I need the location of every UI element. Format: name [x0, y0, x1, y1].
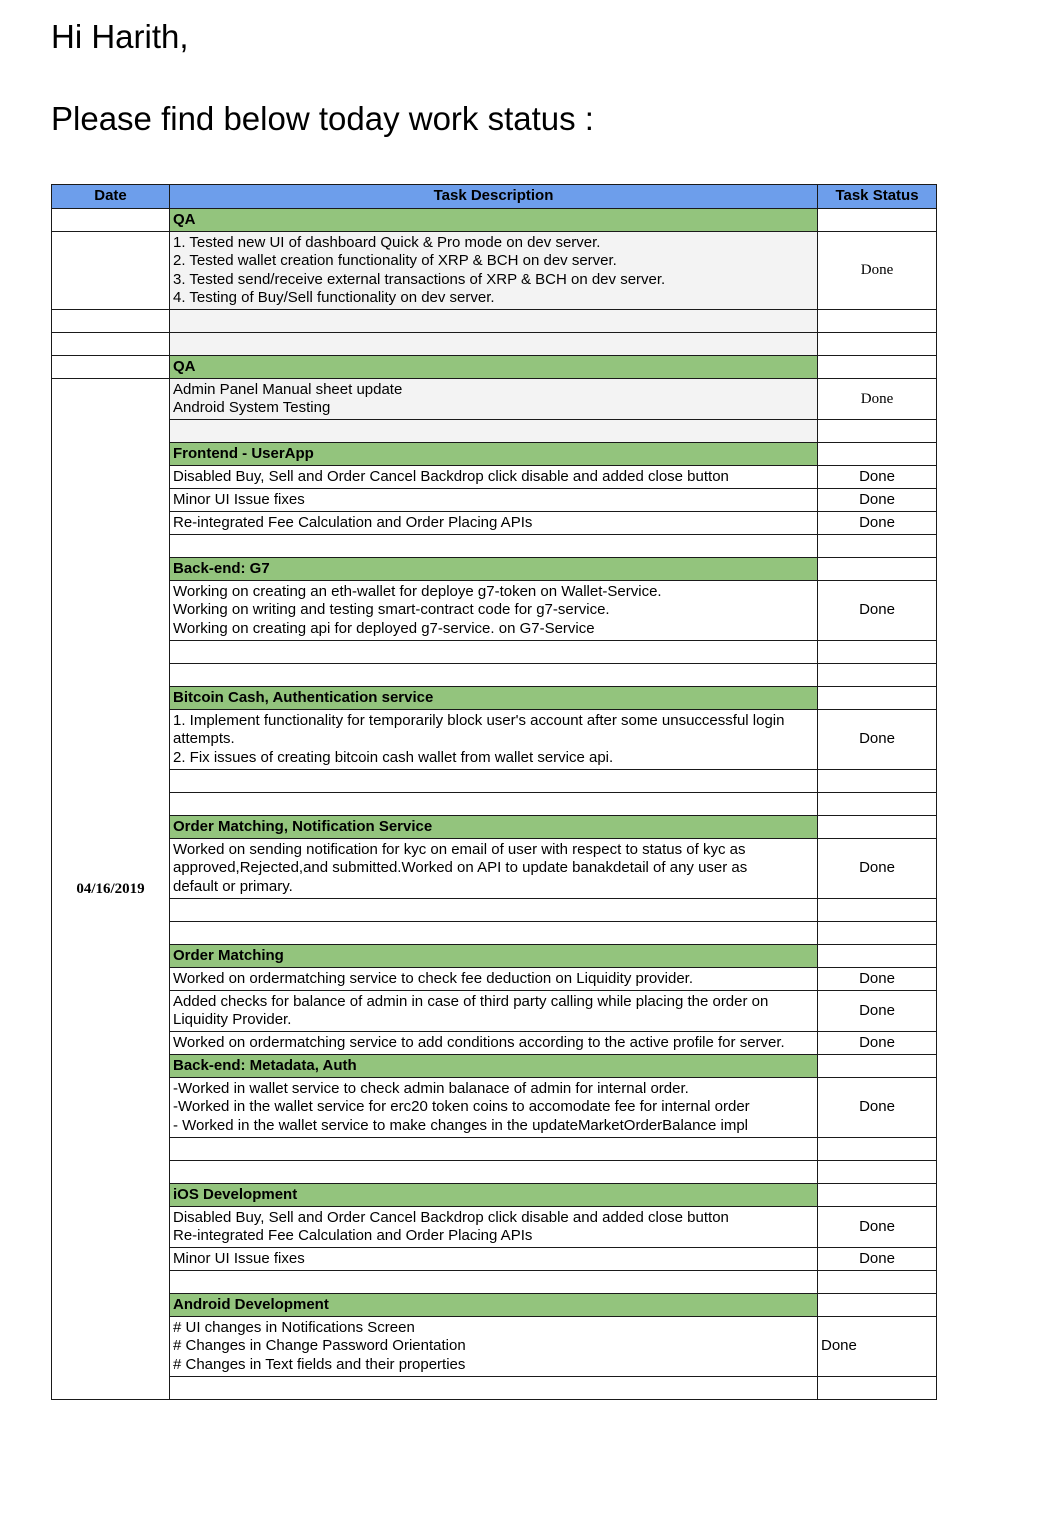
- task-status: Done: [818, 1078, 937, 1138]
- section-title: Order Matching, Notification Service: [170, 816, 818, 839]
- task-row: [52, 968, 937, 991]
- task-line: Worked on sending notification for kyc on email of user with respect to status of kyc as: [173, 840, 746, 858]
- task-description: [170, 1032, 818, 1055]
- task-line: attempts.: [173, 730, 235, 748]
- task-line: 3. Tested send/receive external transactions of XRP & BCH on dev server.: [173, 270, 666, 288]
- empty-row: [52, 1377, 937, 1400]
- task-row: [52, 1032, 937, 1055]
- task-line: Re-integrated Fee Calculation and Order Placing APIs: [173, 513, 533, 531]
- task-line: 4. Testing of Buy/Sell functionality on dev server.: [173, 289, 495, 306]
- section-row: [52, 1184, 937, 1207]
- work-status-table: [51, 184, 937, 1400]
- task-description: [170, 770, 818, 793]
- status-cell: [818, 922, 937, 945]
- task-description: [170, 535, 818, 558]
- task-description: [170, 641, 818, 664]
- task-description: [170, 333, 818, 356]
- status-cell: [818, 356, 937, 379]
- task-status: Done: [818, 232, 937, 310]
- task-row: [52, 379, 937, 420]
- task-line: # Changes in Change Password Orientation: [173, 1337, 466, 1355]
- task-status: Done: [818, 1317, 937, 1377]
- task-description: [170, 1377, 818, 1400]
- date-column-header: Date: [52, 185, 170, 209]
- task-description: [170, 899, 818, 922]
- task-description: [170, 581, 818, 641]
- status-cell: [818, 558, 937, 581]
- status-cell: [818, 1377, 937, 1400]
- status-cell: [818, 420, 937, 443]
- task-line: Disabled Buy, Sell and Order Cancel Backdrop click disable and added close button: [173, 1208, 729, 1226]
- task-description: [170, 1078, 818, 1138]
- task-line: Minor UI Issue fixes: [173, 490, 305, 508]
- task-description-column-header: Task Description: [170, 185, 818, 209]
- status-cell: [818, 1271, 937, 1294]
- section-row: [52, 816, 937, 839]
- task-line: - Worked in the wallet service to make changes in the updateMarketOrderBalance impl: [173, 1116, 749, 1134]
- task-row: [52, 581, 937, 641]
- task-row: [52, 1207, 937, 1248]
- task-line: 1. Tested new UI of dashboard Quick & Pro mode on dev server.: [173, 233, 601, 251]
- task-description: [170, 489, 818, 512]
- task-description: [170, 420, 818, 443]
- task-line: # Changes in Text fields and their properties: [173, 1355, 466, 1373]
- task-description: [170, 839, 818, 899]
- task-line: Admin Panel Manual sheet update: [173, 380, 403, 398]
- task-line: Working on writing and testing smart-contract code for g7-service.: [173, 601, 610, 619]
- task-status: Done: [818, 512, 937, 535]
- task-description: [170, 1138, 818, 1161]
- status-cell: [818, 535, 937, 558]
- status-cell: [818, 1184, 937, 1207]
- section-row: [52, 558, 937, 581]
- task-description: [170, 1317, 818, 1377]
- task-status: Done: [818, 1248, 937, 1271]
- section-row: [52, 1055, 937, 1078]
- section-title: QA: [170, 356, 818, 379]
- date-cell: [52, 232, 170, 310]
- status-cell: [818, 793, 937, 816]
- task-line: Worked on ordermatching service to check fee deduction on Liquidity provider.: [173, 969, 694, 987]
- status-cell: [818, 945, 937, 968]
- task-row: [52, 232, 937, 310]
- task-status: Done: [818, 710, 937, 770]
- empty-row: [52, 1138, 937, 1161]
- task-line: Working on creating api for deployed g7-service. on G7-Service: [173, 619, 595, 637]
- section-title: Back-end: Metadata, Auth: [170, 1055, 818, 1078]
- section-title: Bitcoin Cash, Authentication service: [170, 687, 818, 710]
- task-row: [52, 1248, 937, 1271]
- task-row: [52, 466, 937, 489]
- section-title: QA: [170, 209, 818, 232]
- task-description: [170, 466, 818, 489]
- empty-row: [52, 664, 937, 687]
- section-title: Back-end: G7: [170, 558, 818, 581]
- task-status: Done: [818, 581, 937, 641]
- task-status: Done: [818, 379, 937, 420]
- empty-row: [52, 770, 937, 793]
- date-cell: [52, 356, 170, 379]
- task-description: [170, 1207, 818, 1248]
- task-line: Working on creating an eth-wallet for deploye g7-token on Wallet-Service.: [173, 582, 662, 600]
- task-row: [52, 512, 937, 535]
- section-row: [52, 443, 937, 466]
- task-description: [170, 710, 818, 770]
- status-cell: [818, 443, 937, 466]
- task-status: Done: [818, 1207, 937, 1248]
- status-cell: [818, 1161, 937, 1184]
- section-title: Order Matching: [170, 945, 818, 968]
- task-line: Liquidity Provider.: [173, 1011, 292, 1028]
- status-cell: [818, 1055, 937, 1078]
- section-title: iOS Development: [170, 1184, 818, 1207]
- empty-row: [52, 641, 937, 664]
- empty-row: [52, 420, 937, 443]
- task-description: [170, 1161, 818, 1184]
- empty-row: [52, 922, 937, 945]
- status-cell: [818, 209, 937, 232]
- task-line: Android System Testing: [173, 399, 331, 416]
- section-row: [52, 687, 937, 710]
- status-cell: [818, 664, 937, 687]
- task-line: 2. Fix issues of creating bitcoin cash wallet from wallet service api.: [173, 748, 614, 766]
- task-description: [170, 1271, 818, 1294]
- task-description: [170, 232, 818, 310]
- status-cell: [818, 1138, 937, 1161]
- task-line: Minor UI Issue fixes: [173, 1249, 305, 1267]
- table-header-row: [52, 185, 937, 209]
- task-status: Done: [818, 991, 937, 1032]
- task-line: -Worked in the wallet service for erc20 token coins to accomodate fee for internal order: [173, 1098, 750, 1116]
- task-line: approved,Rejected,and submitted.Worked on API to update banakdetail of any user as: [173, 859, 748, 877]
- empty-row: [52, 310, 937, 333]
- task-status-column-header: Task Status: [818, 185, 937, 209]
- status-cell: [818, 333, 937, 356]
- status-cell: [818, 1294, 937, 1317]
- status-cell: [818, 310, 937, 333]
- intro-text: Please find below today work status :: [51, 100, 594, 137]
- task-description: [170, 968, 818, 991]
- section-row: [52, 209, 937, 232]
- task-description: [170, 922, 818, 945]
- section-title: Android Development: [170, 1294, 818, 1317]
- table-body: [52, 209, 937, 1400]
- empty-row: [52, 1271, 937, 1294]
- empty-row: [52, 899, 937, 922]
- empty-row: [52, 793, 937, 816]
- report-date: 04/16/2019: [52, 379, 170, 1400]
- task-status: Done: [818, 466, 937, 489]
- task-row: [52, 1317, 937, 1377]
- task-description: [170, 310, 818, 333]
- section-row: [52, 945, 937, 968]
- task-line: -Worked in wallet service to check admin balanace of admin for internal order.: [173, 1079, 689, 1097]
- section-row: [52, 356, 937, 379]
- empty-row: [52, 1161, 937, 1184]
- status-cell: [818, 899, 937, 922]
- task-description: [170, 991, 818, 1032]
- task-line: 1. Implement functionality for temporarily block user's account after some unsuccessful login: [173, 711, 785, 729]
- task-row: [52, 991, 937, 1032]
- task-line: default or primary.: [173, 877, 293, 895]
- task-status: Done: [818, 839, 937, 899]
- task-row: [52, 489, 937, 512]
- status-cell: [818, 687, 937, 710]
- section-title: Frontend - UserApp: [170, 443, 818, 466]
- task-description: [170, 512, 818, 535]
- task-line: Re-integrated Fee Calculation and Order Placing APIs: [173, 1227, 533, 1244]
- task-line: Added checks for balance of admin in case of third party calling while placing the order on: [173, 992, 769, 1010]
- task-line: 2. Tested wallet creation functionality of XRP & BCH on dev server.: [173, 252, 617, 269]
- status-cell: [818, 816, 937, 839]
- task-line: # UI changes in Notifications Screen: [173, 1318, 415, 1336]
- task-line: Worked on ordermatching service to add conditions according to the active profile for server.: [173, 1033, 785, 1051]
- date-cell: [52, 209, 170, 232]
- date-cell: [52, 333, 170, 356]
- task-description: [170, 1248, 818, 1271]
- task-status: Done: [818, 489, 937, 512]
- task-line: Disabled Buy, Sell and Order Cancel Backdrop click disable and added close button: [173, 467, 729, 485]
- task-row: [52, 1078, 937, 1138]
- task-row: [52, 710, 937, 770]
- section-row: [52, 1294, 937, 1317]
- empty-row: [52, 333, 937, 356]
- task-description: [170, 664, 818, 687]
- status-cell: [818, 770, 937, 793]
- task-status: Done: [818, 1032, 937, 1055]
- empty-row: [52, 535, 937, 558]
- date-cell: [52, 310, 170, 333]
- greeting: Hi Harith,: [51, 18, 189, 55]
- task-row: [52, 839, 937, 899]
- task-description: [170, 379, 818, 420]
- status-cell: [818, 641, 937, 664]
- task-description: [170, 793, 818, 816]
- task-status: Done: [818, 968, 937, 991]
